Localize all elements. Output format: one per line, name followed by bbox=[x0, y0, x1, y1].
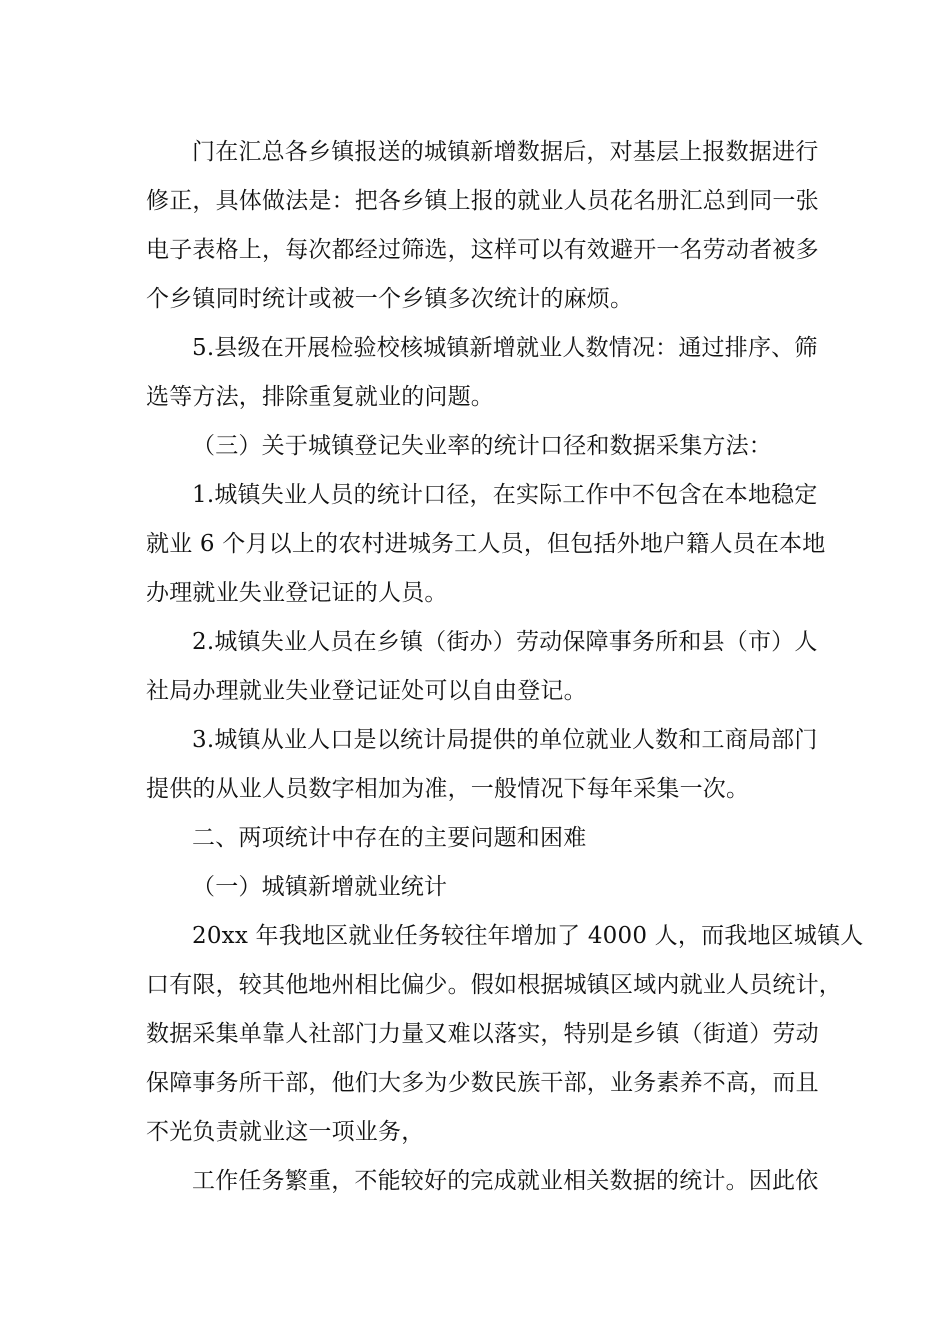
text-line: 电子表格上，每次都经过筛选，这样可以有效避开一名劳动者被多 bbox=[146, 237, 819, 263]
text-line: 保障事务所干部，他们大多为少数民族干部，业务素养不高，而且 bbox=[146, 1070, 819, 1096]
text-line: 个乡镇同时统计或被一个乡镇多次统计的麻烦。 bbox=[146, 286, 634, 312]
paragraph-5 bbox=[146, 618, 818, 716]
text-line: 5.县级在开展检验校核城镇新增就业人数情况：通过排序、筛 bbox=[192, 335, 818, 361]
text-line: 门在汇总各乡镇报送的城镇新增数据后，对基层上报数据进行 bbox=[192, 139, 819, 165]
paragraph-10 bbox=[146, 1157, 819, 1206]
text-line: 20xx 年我地区就业任务较往年增加了 4000 人，而我地区城镇人 bbox=[192, 923, 864, 949]
text-line: 口有限，较其他地州相比偏少。假如根据城镇区域内就业人员统计， bbox=[146, 972, 842, 998]
paragraph-6 bbox=[146, 716, 818, 814]
text-line: 工作任务繁重，不能较好的完成就业相关数据的统计。因此依 bbox=[192, 1168, 819, 1194]
text-line: 3.城镇从业人口是以统计局提供的单位就业人数和工商局部门 bbox=[192, 727, 818, 753]
subsection-heading-1 bbox=[146, 863, 810, 912]
text-line: 1.城镇失业人员的统计口径，在实际工作中不包含在本地稳定 bbox=[192, 482, 818, 508]
section-heading-3 bbox=[146, 422, 810, 471]
text-line: 社局办理就业失业登记证处可以自由登记。 bbox=[146, 678, 587, 704]
document-body bbox=[146, 128, 864, 1206]
paragraph-2 bbox=[146, 324, 818, 422]
text-line: 选等方法，排除重复就业的问题。 bbox=[146, 384, 494, 410]
text-line: （三）关于城镇登记失业率的统计口径和数据采集方法： bbox=[192, 433, 772, 459]
paragraph-9 bbox=[146, 912, 864, 1157]
text-line: 不光负责就业这一项业务， bbox=[146, 1119, 425, 1145]
text-line: 就业 6 个月以上的农村进城务工人员，但包括外地户籍人员在本地 bbox=[146, 531, 826, 557]
text-line: （一）城镇新增就业统计 bbox=[192, 874, 448, 900]
text-line: 提供的从业人员数字相加为准，一般情况下每年采集一次。 bbox=[146, 776, 750, 802]
text-line: 修正，具体做法是：把各乡镇上报的就业人员花名册汇总到同一张 bbox=[146, 188, 819, 214]
section-heading-2 bbox=[146, 814, 810, 863]
text-line: 2.城镇失业人员在乡镇（街办）劳动保障事务所和县（市）人 bbox=[192, 629, 818, 655]
text-line: 数据采集单靠人社部门力量又难以落实，特别是乡镇（街道）劳动 bbox=[146, 1021, 819, 1047]
text-line: 二、两项统计中存在的主要问题和困难 bbox=[192, 825, 587, 851]
text-line: 办理就业失业登记证的人员。 bbox=[146, 580, 448, 606]
paragraph-4 bbox=[146, 471, 826, 618]
paragraph-1 bbox=[146, 128, 819, 324]
